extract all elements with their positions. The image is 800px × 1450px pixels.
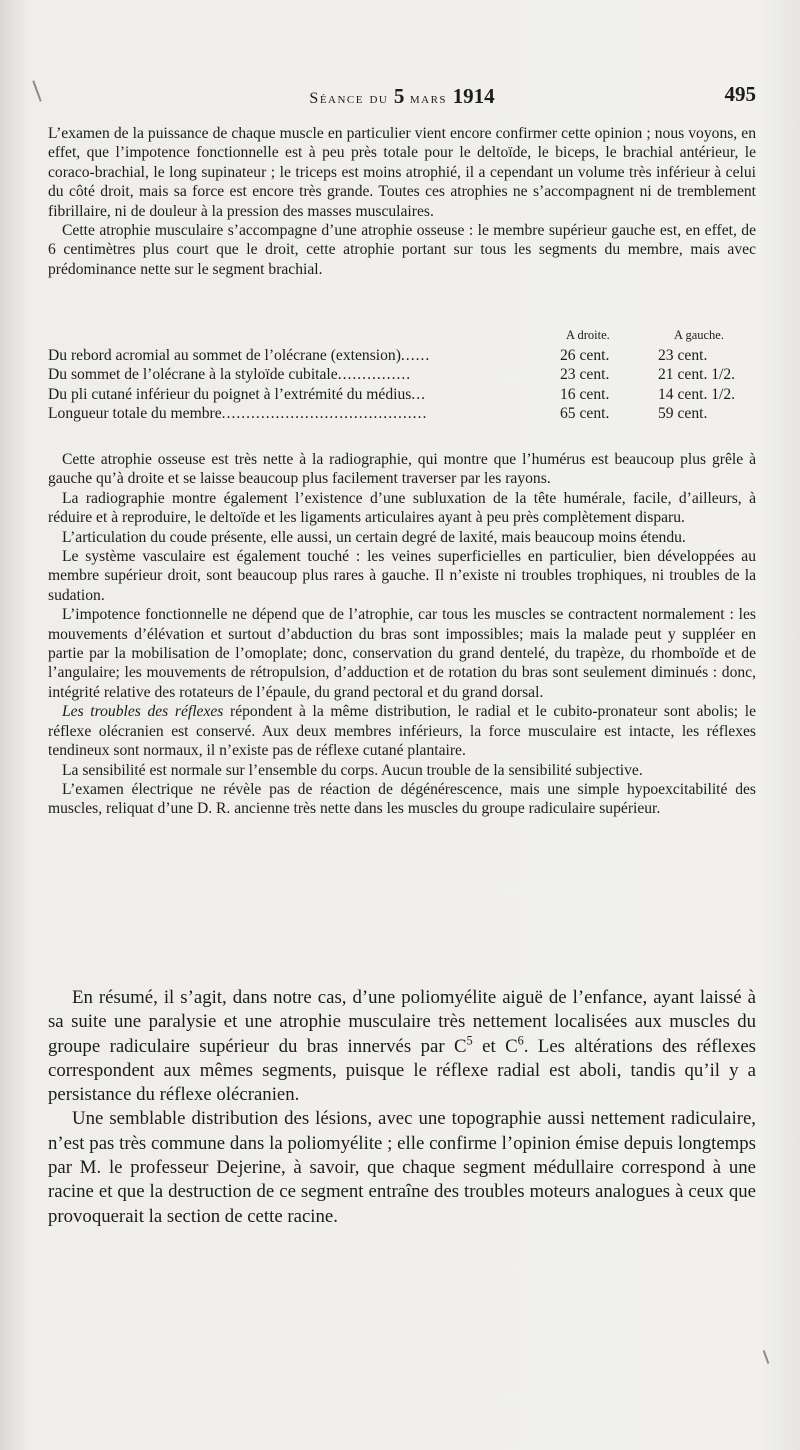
paragraph: En résumé, il s’agit, dans notre cas, d’une poliomyélite aiguë de l’enfance, ayant laissé à sa suite une paralysie et une atrophie musculaire très nettement localisées aux muscles du groupe radiculaire supérieur du bras innervés par $C^5$ et $C^6$. Les altérations des réflexes correspondent aux mêmes segments, puisque le réflexe radial est aboli, tandis qu’il y a persistance du réflexe olécranien. (48, 987, 756, 1106)
superscript: 6 (517, 1033, 524, 1048)
table-row (48, 346, 756, 365)
running-header (48, 84, 756, 110)
row-value-right: 65 cent. (560, 405, 610, 423)
row-leader-dots: .......................................... (221, 405, 428, 423)
text-block-clinical (48, 450, 756, 819)
row-value-right: 16 cent. (560, 385, 610, 403)
row-value-left: 21 cent. 1/2. (658, 366, 736, 384)
header-title (48, 84, 756, 109)
row-label: Du rebord acromial au sommet de l’olécrane (extension) (48, 347, 401, 364)
row-value-left: 14 cent. 1/2. (658, 385, 736, 403)
table-row (48, 385, 756, 404)
page-number: 495 (724, 82, 756, 106)
column-header-right: A droite. (566, 328, 610, 342)
header-title-month: mars (409, 90, 448, 107)
row-label: Du sommet de l’olécrane à la styloïde cubitale (48, 366, 338, 384)
table-row (48, 365, 756, 384)
paragraph: L’examen électrique ne révèle pas de réaction de dégénérescence, mais une simple hypoexcitabilité des muscles, reliquat d’une D. R. ancienne très nette dans les muscles du groupe radiculaire supérieur. (48, 780, 756, 818)
header-title-year: 1914 (452, 84, 495, 108)
table-row (48, 404, 756, 423)
paragraph: Une semblable distribution des lésions, avec une topographie aussi nettement radiculaire, n’est pas très commune dans la poliomyélite ; elle confirme l’opinion émise depuis longtemps par M. le professeur Dejerine, à savoir, que chaque segment médullaire correspond à une racine et que la destruction de ce segment entraîne des troubles moteurs analogues à ceux que provoquerait la section de cette racine. (48, 1108, 756, 1227)
row-label: Du pli cutané inférieur du poignet à l’extrémité du médius (48, 385, 412, 403)
margin-mark (32, 80, 41, 101)
paragraph: Le système vasculaire est également touché : les veines superficielles en particulier, bien développées au membre supérieur droit, sont beaucoup plus rares à gauche. Il n’existe ni troubles trophiques, ni troubles de la sudation. (48, 548, 756, 604)
measurements-table (48, 326, 756, 424)
paragraph: La radiographie montre également l’existence d’une subluxation de la tête humérale, facile, d’ailleurs, à réduire et à reproduire, le deltoïde et les ligaments articulaires ayant à peu près complètement disparu. (48, 489, 756, 527)
paragraph: L’articulation du coude présente, elle aussi, un certain degré de laxité, mais beaucoup moins étendu. (62, 528, 686, 546)
row-value-left: 23 cent. (658, 347, 708, 364)
table-header (48, 326, 756, 346)
paragraph: La sensibilité est normale sur l’ensemble du corps. Aucun trouble de la sensibilité subjective. (62, 761, 643, 779)
header-title-prefix: Séance du (309, 90, 389, 107)
column-header-left: A gauche. (674, 328, 724, 342)
row-leader-dots: ... (411, 385, 427, 403)
paragraph: Cette atrophie osseuse est très nette à la radiographie, qui montre que l’humérus est beaucoup plus grêle à gauche qu’à droite et se laisse beaucoup plus facilement traverser par les rayons. (48, 451, 756, 488)
paragraph (48, 702, 756, 760)
paragraph: L’impotence fonctionnelle ne dépend que de l’atrophie, car tous les muscles se contractent normalement : les mouvements d’élévation et surtout d’abduction du bras sont impossibles; mais la malade peut y suppléer en partie par la mobilisation de l’omoplate; donc, conservation du grand dentelé, du trapèze, du rhomboïde et de l’angulaire; les mouvements de rétropulsion, d’adduction et de rotation du bras sont seulement diminués : donc, intégrité relative des rotateurs de l’épaule, du grand pectoral et du grand dorsal. (48, 606, 756, 701)
paragraph: L’examen de la puissance de chaque muscle en particulier vient encore confirmer cette opinion ; nous voyons, en effet, que l’impotence fonctionnelle est à peu près totale pour le deltoïde, le biceps, le brachial antérieur, le coraco-brachial, le long supinateur ; le triceps est moins atrophié, il a cependant un volume très inférieur à celui du côté droit, mais sa force est encore très grande. Toutes ces atrophies ne s’accompagnent ni de tremblement fibrillaire, ni de douleur à la pression des masses musculaires. (48, 125, 756, 220)
italic-lead: Les troubles des réflexes (62, 703, 224, 721)
paragraph: Cette atrophie musculaire s’accompagne d’une atrophie osseuse : le membre supérieur gauche est, en effet, de 6 centimètres plus court que le droit, cette atrophie portant sur tous les segments du membre, mais avec prédominance nette sur le segment brachial. (48, 222, 756, 278)
margin-mark (763, 1350, 770, 1364)
superscript: 5 (466, 1033, 473, 1048)
row-label: Longueur totale du membre (48, 405, 222, 423)
row-value-right: 26 cent. (560, 347, 610, 364)
text-block-summary (48, 986, 756, 1229)
header-title-day: 5 (393, 84, 405, 108)
row-value-left: 59 cent. (658, 405, 708, 423)
row-leader-dots: ...... (400, 347, 431, 364)
row-leader-dots: ............... (337, 366, 412, 384)
paragraph-rest: répondent à la même distribution, le radial et le cubito-pronateur sont abolis; le réflexe olécranien est conservé. Aux deux membres inférieurs, la force musculaire est intacte, les réflexes tendineux sont normaux, il n’existe pas de réflexe cutané plantaire. (48, 703, 757, 760)
text-block-muscles (48, 124, 756, 279)
row-value-right: 23 cent. (560, 366, 610, 384)
